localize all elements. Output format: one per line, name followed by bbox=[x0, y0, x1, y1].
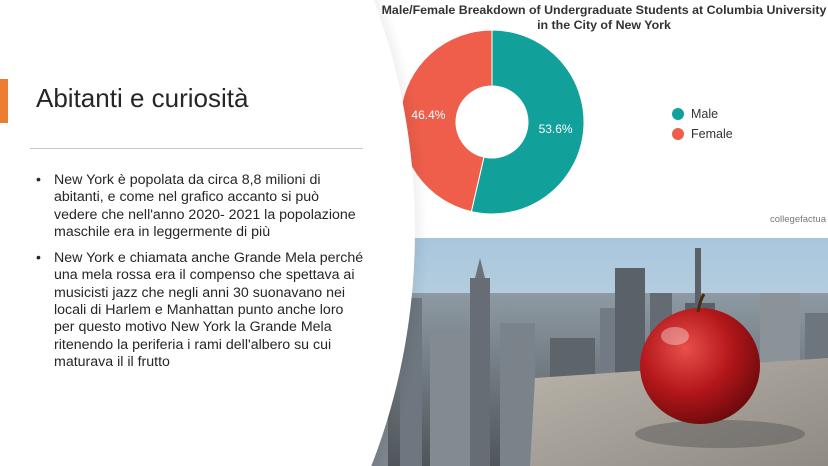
donut-label-female: 46.4% bbox=[411, 107, 446, 122]
bullet-list bbox=[36, 172, 366, 380]
bullet-text: New York è popolata da circa 8,8 milioni di abitanti, e come nel grafico accanto si può vedere che nell'anno 2020- 2021 la popolazione maschile era in leggermente di più bbox=[54, 172, 356, 240]
title-accent-bar bbox=[0, 79, 8, 123]
legend-item-male bbox=[672, 104, 733, 124]
source-credit: collegefactua bbox=[770, 214, 826, 225]
donut-label-male: 53.6% bbox=[538, 122, 573, 137]
bullet-item bbox=[36, 250, 366, 371]
legend-swatch-male bbox=[672, 108, 684, 120]
legend-swatch-female bbox=[672, 128, 684, 140]
bullet-text: New York e chiamata anche Grande Mela perché una mela rossa era il compenso che spettava ai musicisti jazz che negli anni 30 suonavano nei locali di Harlem e Manhattan punto anche loro per questo motivo New York la Grande Mela ritenendo la periferia i rami dell'albero su cui maturava il il frutto bbox=[54, 250, 364, 370]
bullet-dot: • bbox=[36, 172, 41, 188]
bullet-item bbox=[36, 172, 366, 241]
chart-title: Male/Female Breakdown of Undergraduate Students at Columbia University in the City of New York bbox=[381, 3, 827, 32]
slide-title: Abitanti e curiosità bbox=[36, 83, 249, 113]
chart-legend bbox=[672, 104, 733, 144]
legend-label-female: Female bbox=[691, 127, 733, 141]
bullet-dot: • bbox=[36, 250, 41, 267]
title-divider bbox=[30, 148, 363, 149]
legend-label-male: Male bbox=[691, 107, 719, 121]
legend-item-female bbox=[672, 124, 733, 144]
